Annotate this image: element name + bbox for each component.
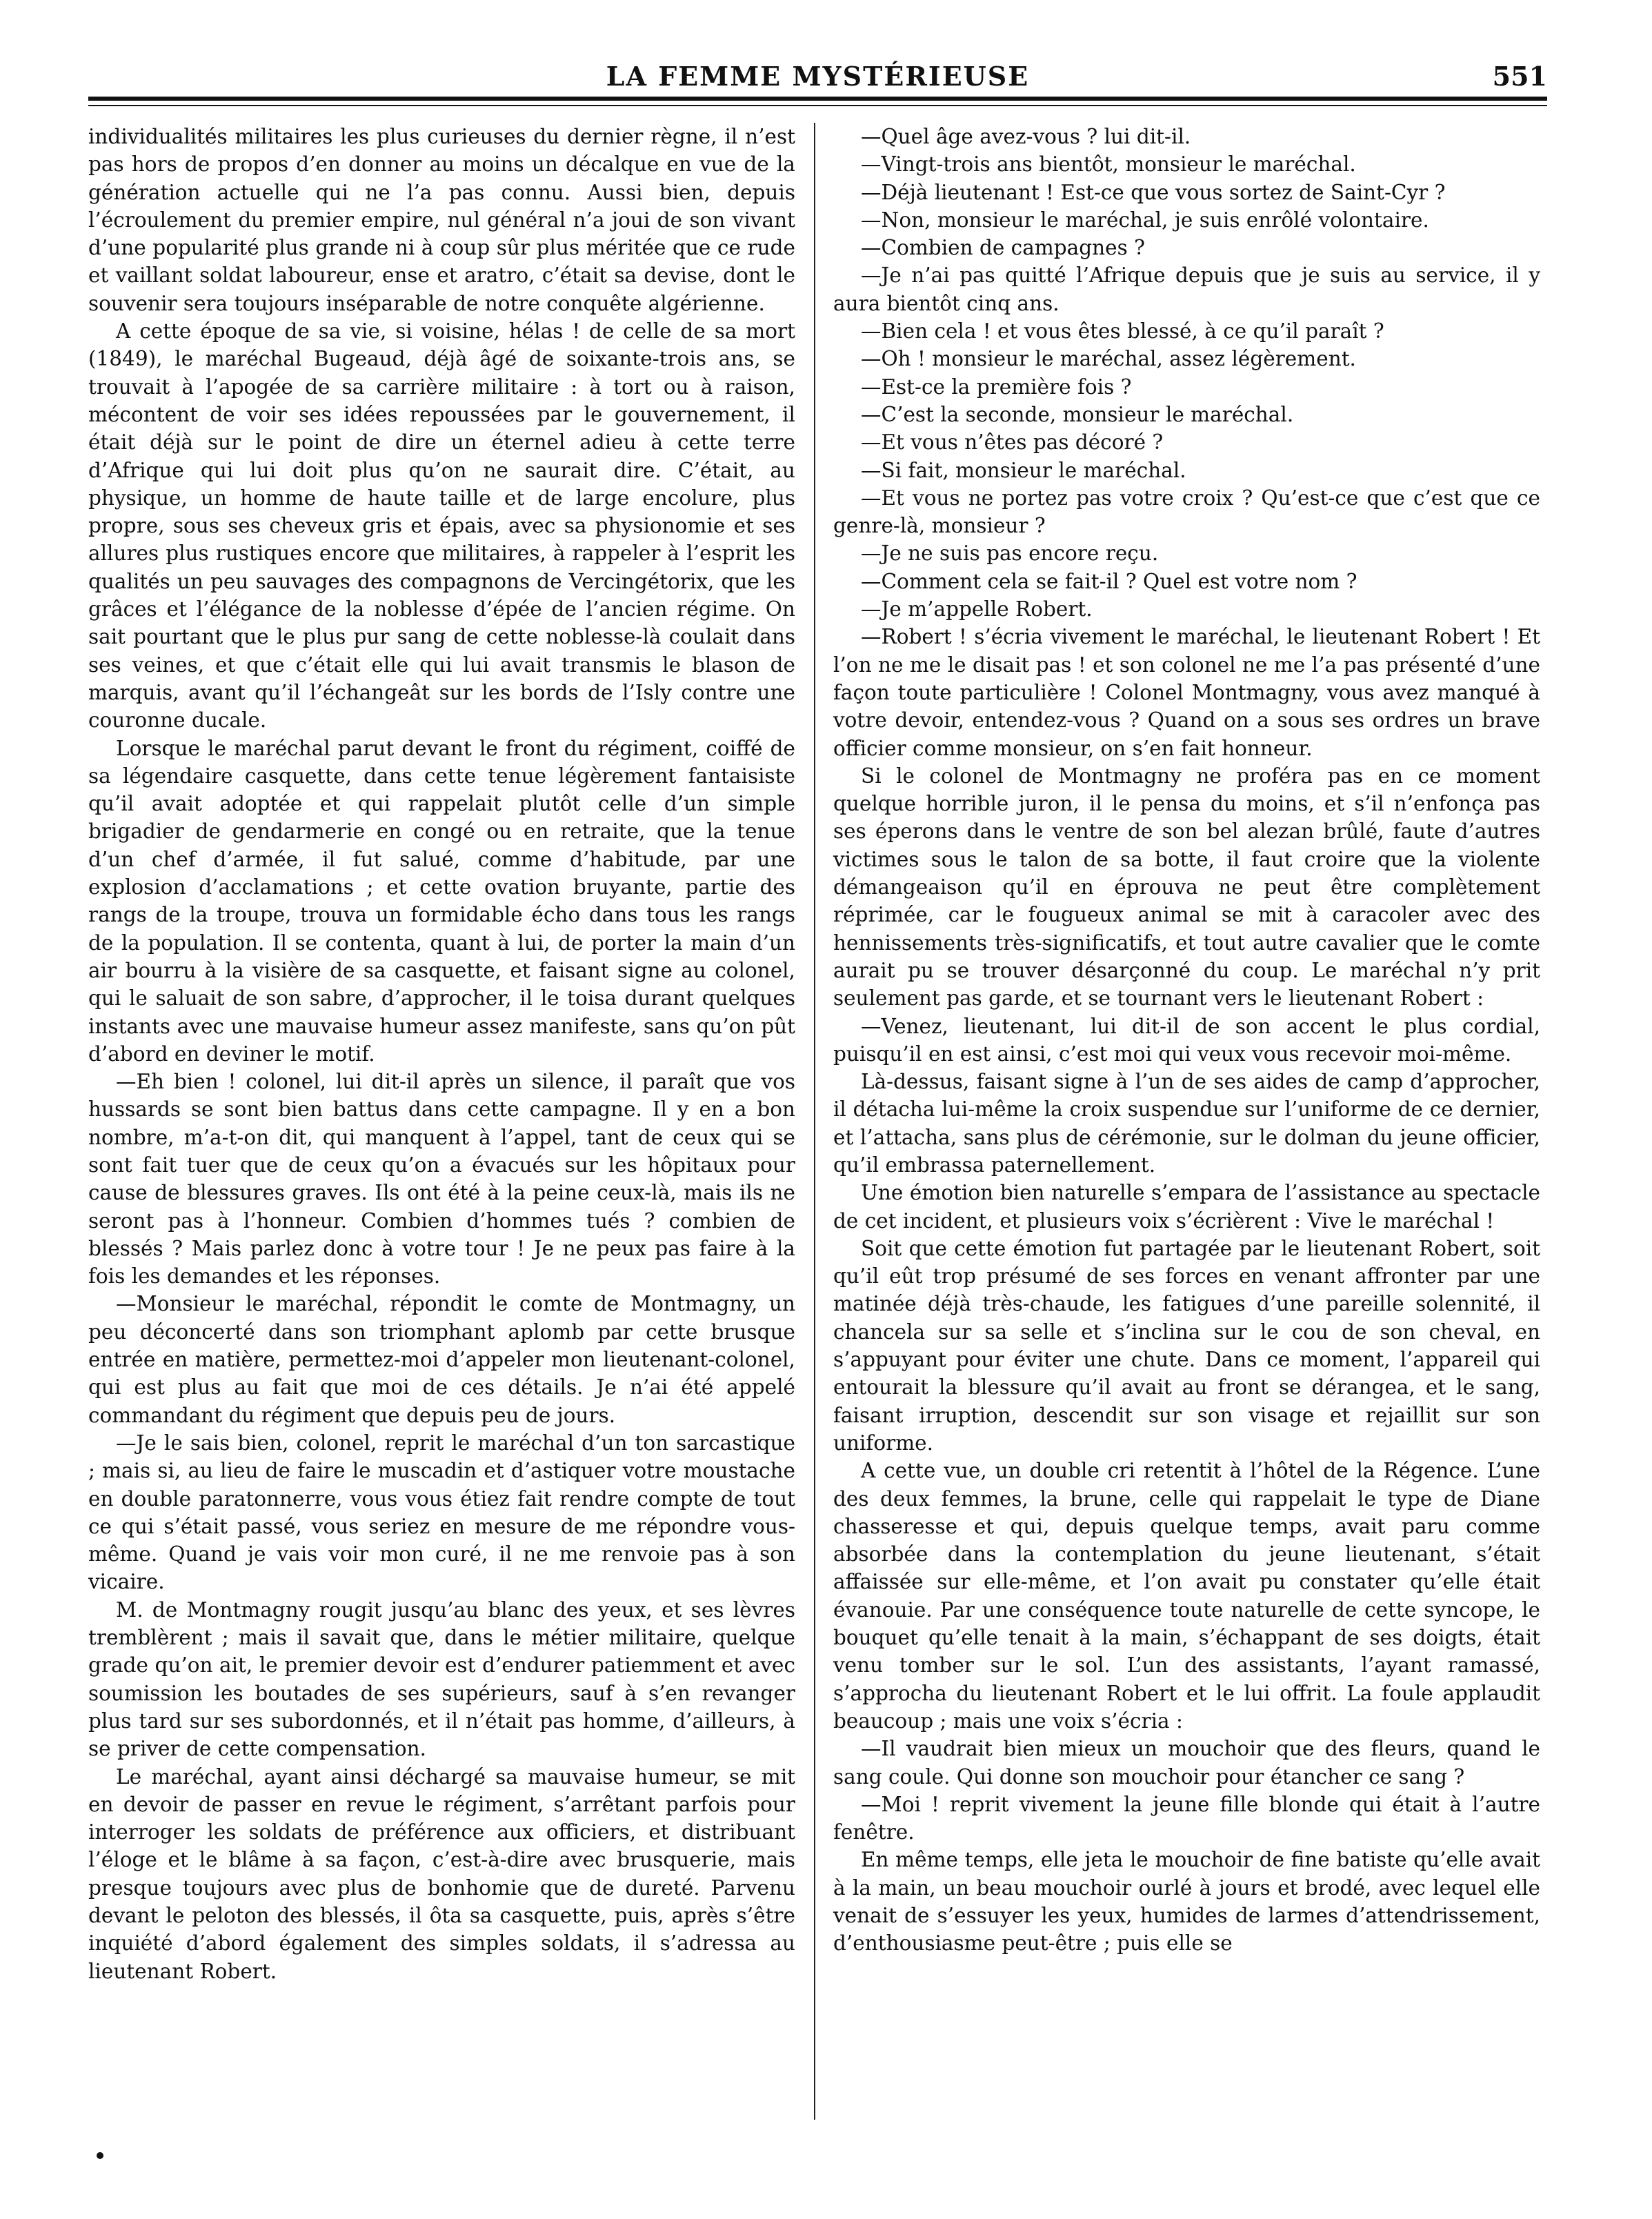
left-column bbox=[88, 123, 795, 1985]
paragraph: —Eh bien ! colonel, lui dit-il après un silence, il paraît que vos hussards se sont bien battus dans cette campagne. Il y en a bon nombre, m’a-t-on dit, qui manquent à l’appel, tant de ceux qui se sont fait tuer que de ceux qu’on a évacués sur les hôpitaux pour cause de blessures graves. Ils ont été à la peine ceux-là, mais ils ne seront pas à l’honneur. Combien d’hommes tués ? combien de blessés ? Mais parlez donc à votre tour ! Je ne peux pas faire à la fois les demandes et les réponses. bbox=[88, 1070, 795, 1288]
paragraph: individualités militaires les plus curieuses du dernier règne, il n’est pas hors de propos d’en donner au moins un décalque en vue de la génération actuelle qui ne l’a pas connu. Aussi bien, depuis l’écroulement du premier empire, nul général n’a joui de son vivant d’une popularité plus grande ni à coup sûr plus méritée que ce rude et vaillant soldat laboureur, ense et aratro, c’était sa devise, dont le souvenir sera toujours inséparable de notre conquête algérienne. bbox=[88, 125, 795, 315]
dialogue-line: —Vingt-trois ans bientôt, monsieur le maréchal. bbox=[861, 152, 1356, 177]
paragraph: —Je le sais bien, colonel, reprit le maréchal d’un ton sarcastique ; mais si, au lieu de faire le muscadin et d’astiquer votre moustache en double paratonnerre, vous vous étiez fait rendre compte de tout ce qui s’était passé, vous seriez en mesure de me répondre vous-même. Quand je vais voir mon curé, il ne me renvoie pas à son vicaire. bbox=[88, 1431, 795, 1594]
page-number: 551 bbox=[1492, 61, 1547, 92]
dialogue-line: —Si fait, monsieur le maréchal. bbox=[861, 458, 1186, 482]
page-header bbox=[88, 61, 1547, 95]
dialogue-line: —Oh ! monsieur le maréchal, assez légèrement. bbox=[861, 347, 1356, 371]
paragraph: Le maréchal, ayant ainsi déchargé sa mauvaise humeur, se mit en devoir de passer en revue le régiment, s’arrêtant parfois pour interroger les soldats de préférence aux officiers, et distribuant l’éloge et le blâme à sa façon, c’est-à-dire avec brusquerie, mais presque toujours avec plus de bonhomie que de dureté. Parvenu devant le peloton des blessés, il ôta sa casquette, puis, après s’être inquiété d’abord également des simples soldats, il s’adressa au lieutenant Robert. bbox=[88, 1764, 795, 1983]
paragraph: —Venez, lieutenant, lui dit-il de son accent le plus cordial, puisqu’il en est ainsi, c’est moi qui veux vous recevoir moi-même. bbox=[833, 1014, 1540, 1066]
right-column bbox=[833, 123, 1540, 1958]
dialogue-line: —Bien cela ! et vous êtes blessé, à ce qu’il paraît ? bbox=[861, 319, 1384, 344]
dialogue-line: —Est-ce la première fois ? bbox=[861, 375, 1132, 399]
dialogue-line: —Quel âge avez-vous ? lui dit-il. bbox=[861, 125, 1191, 148]
paragraph: —Il vaudrait bien mieux un mouchoir que des fleurs, quand le sang coule. Qui donne son mouchoir pour étancher ce sang ? bbox=[833, 1737, 1540, 1789]
dialogue-line: —Déjà lieutenant ! Est-ce que vous sortez de Saint-Cyr ? bbox=[861, 180, 1446, 204]
dialogue-line: —Et vous n’êtes pas décoré ? bbox=[861, 430, 1164, 455]
dialogue-line: —Je m’appelle Robert. bbox=[861, 597, 1093, 621]
dialogue-line: —Je n’ai pas quitté l’Afrique depuis que je suis au service, il y aura bientôt cinq ans. bbox=[833, 263, 1540, 315]
column-divider bbox=[814, 123, 815, 2120]
dialogue-line: —Je ne suis pas encore reçu. bbox=[861, 541, 1159, 566]
paragraph: —Robert ! s’écria vivement le maréchal, le lieutenant Robert ! Et l’on ne me le disait pas ! et son colonel ne me l’a pas présenté d’une façon toute particulière ! Colonel Montmagny, vous avez manqué à votre devoir, entendez-vous ? Quand on a sous ses ordres un brave officier comme monsieur, on s’en fait honneur. bbox=[833, 625, 1540, 760]
header-rule-thick bbox=[88, 97, 1547, 101]
dialogue-line: —Non, monsieur le maréchal, je suis enrôlé volontaire. bbox=[861, 208, 1429, 232]
header-rule-thin bbox=[88, 105, 1547, 106]
paragraph: —Monsieur le maréchal, répondit le comte de Montmagny, un peu déconcerté dans son triomphant aplomb par cette brusque entrée en matière, permettez-moi d’appeler mon lieutenant-colonel, qui est plus au fait que moi de ces détails. Je n’ai été appelé commandant du régiment que depuis peu de jours. bbox=[88, 1292, 795, 1427]
paragraph: M. de Montmagny rougit jusqu’au blanc des yeux, et ses lèvres tremblèrent ; mais il savait que, dans le métier militaire, quelque grade qu’on ait, le premier devoir est d’endurer patiemment et avec soumission les boutades de ses supérieurs, sauf à s’en revanger plus tard sur ses subordonnés, et il n’était pas homme, d’ailleurs, à se priver de cette compensation. bbox=[88, 1598, 795, 1761]
paragraph: —Moi ! reprit vivement la jeune fille blonde qui était à l’autre fenêtre. bbox=[833, 1792, 1540, 1844]
dialogue-line: —Comment cela se fait-il ? Quel est votre nom ? bbox=[861, 569, 1357, 593]
paragraph: A cette époque de sa vie, si voisine, hélas ! de celle de sa mort (1849), le maréchal Bugeaud, déjà âgé de soixante-trois ans, se trouvait à l’apogée de sa carrière militaire : à tort ou à raison, mécontent de voir ses idées repoussées par le gouvernement, il était déjà sur le point de dire un éternel adieu à cette terre d’Afrique qui lui doit plus qu’on ne saurait dire. C’était, au physique, un homme de haute taille et de large encolure, plus propre, sous ses cheveux gris et épais, avec sa physionomie et ses allures plus rustiques encore que militaires, à rappeler à l’esprit les qualités un peu sauvages des compagnons de Vercingétorix, que les grâces et l’élégance de la noblesse d’épée de l’ancien régime. On sait pourtant que le plus pur sang de cette noblesse-là coulait dans ses veines, et que c’était elle qui lui avait transmis le blason de marquis, avant qu’il l’échangeât sur les bords de l’Isly contre une couronne ducale. bbox=[88, 319, 795, 733]
dialogue-line: —C’est la seconde, monsieur le maréchal. bbox=[861, 402, 1294, 426]
paragraph: A cette vue, un double cri retentit à l’hôtel de la Régence. L’une des deux femmes, la brune, celle qui rappelait le type de Diane chasseresse et qui, depuis quelque temps, avait paru comme absorbée dans la contemplation du jeune lieutenant, s’était affaissée sur elle-même, et l’on avait pu constater qu’elle était évanouie. Par une conséquence toute naturelle de cette syncope, le bouquet qu’elle tenait à la main, s’échappant de ses doigts, était venu tomber sur le sol. L’un des assistants, l’ayant ramassé, s’approcha du lieutenant Robert et le lui offrit. La foule applaudit beaucoup ; mais une voix s’écria : bbox=[833, 1459, 1540, 1733]
page-title: LA FEMME MYSTÉRIEUSE bbox=[606, 61, 1030, 92]
dialogue-line: —Combien de campagnes ? bbox=[861, 236, 1145, 260]
dialogue-line: —Et vous ne portez pas votre croix ? Qu’est-ce que c’est que ce genre-là, monsieur ? bbox=[833, 486, 1540, 538]
paragraph: Soit que cette émotion fut partagée par le lieutenant Robert, soit qu’il eût trop présumé de ses forces en venant affronter par une matinée déjà très-chaude, les fatigues d’une pareille solennité, il chancela sur sa selle et s’inclina sur le cou de son cheval, en s’appuyant pour éviter une chute. Dans ce moment, l’appareil qui entourait la blessure qu’il avait au front se dérangea, et le sang, faisant irruption, descendit sur son visage et rejaillit sur son uniforme. bbox=[833, 1236, 1540, 1455]
paragraph: Lorsque le maréchal parut devant le front du régiment, coiffé de sa légendaire casquette, dans cette tenue légèrement fantaisiste qu’il avait adoptée et qui rappelait plutôt celle d’un simple brigadier de gendarmerie en congé ou en retraite, que la tenue d’un chef d’armée, il fut salué, comme d’habitude, par une explosion d’acclamations ; et cette ovation bruyante, partie des rangs de la troupe, trouva un formidable écho dans tous les rangs de la population. Il se contenta, quant à lui, de porter la main d’un air bourru à la visière de sa casquette, et faisant signe au colonel, qui le saluait de son sabre, d’approcher, il le toisa durant quelques instants avec une mauvaise humeur assez manifeste, sans qu’on pût d’abord en deviner le motif. bbox=[88, 736, 795, 1066]
ink-dot-mark bbox=[97, 2152, 103, 2159]
paragraph: En même temps, elle jeta le mouchoir de fine batiste qu’elle avait à la main, un beau mouchoir ourlé à jours et brodé, avec lequel elle venait de s’essuyer les yeux, humides de larmes d’attendrissement, d’enthousiasme peut-être ; puis elle se bbox=[833, 1848, 1540, 1956]
paragraph: Une émotion bien naturelle s’empara de l’assistance au spectacle de cet incident, et plusieurs voix s’écrièrent : Vive le maréchal ! bbox=[833, 1181, 1540, 1233]
paragraph: Si le colonel de Montmagny ne proféra pas en ce moment quelque horrible juron, il le pensa du moins, et s’il n’enfonça pas ses éperons dans le ventre de son bel alezan brûlé, faute d’autres victimes sous le talon de sa botte, il faut croire que la violente démangeaison qu’il en éprouva ne peut être complètement réprimée, car le fougueux animal se mit à caracoler avec des hennissements très-significatifs, et tout autre cavalier que le comte aurait pu se trouver désarçonné du coup. Le maréchal n’y prit seulement pas garde, et se tournant vers le lieutenant Robert : bbox=[833, 764, 1540, 1011]
paragraph: Là-dessus, faisant signe à l’un de ses aides de camp d’approcher, il détacha lui-même la croix suspendue sur l’uniforme de ce dernier, et l’attacha, sans plus de cérémonie, sur le dolman du jeune officier, qu’il embrassa paternellement. bbox=[833, 1070, 1540, 1177]
